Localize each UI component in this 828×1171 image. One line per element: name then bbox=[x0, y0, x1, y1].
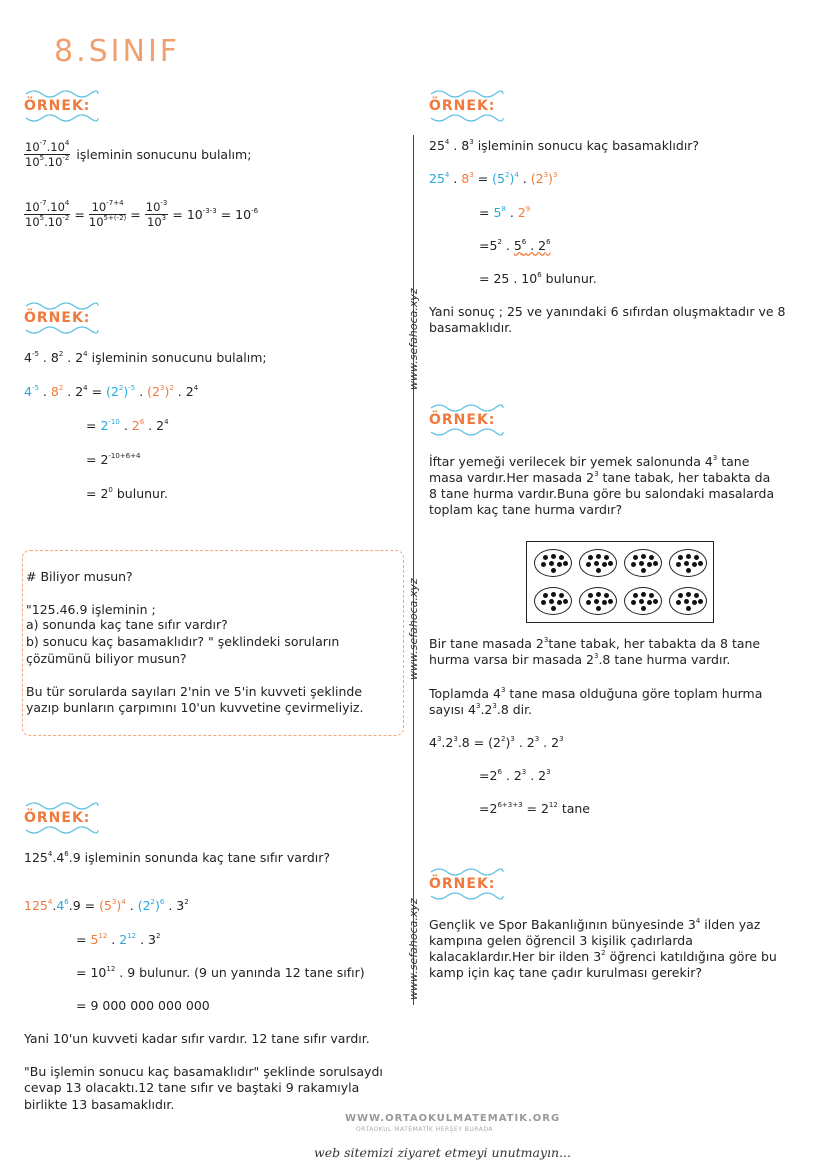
date-dot bbox=[596, 568, 601, 573]
ex3-step2: = $5^{12}$ . $2^{12}$ . $3^2$ bbox=[76, 932, 161, 947]
date-dot bbox=[694, 593, 699, 598]
ornek-header bbox=[429, 88, 509, 124]
ornek-label: ÖRNEK: bbox=[24, 310, 91, 326]
date-dot bbox=[641, 592, 646, 597]
plate bbox=[579, 587, 617, 615]
date-dot bbox=[698, 561, 703, 566]
ex2-step3: = $2^{-10+6+4}$ bbox=[86, 452, 141, 467]
ex2-step4: = $2^0$ bulunur. bbox=[86, 486, 168, 501]
ex4-summary: Yani sonuç ; 25 ve yanındaki 6 sıfırdan oluşmaktadır ve 8 bbox=[429, 304, 786, 319]
date-dot bbox=[551, 554, 556, 559]
date-dot bbox=[698, 599, 703, 604]
page-title: 8.SINIF bbox=[54, 34, 181, 69]
date-dot bbox=[551, 592, 556, 597]
swirl-ornament-icon bbox=[429, 114, 505, 124]
swirl-ornament-icon bbox=[24, 88, 100, 98]
footer-note: web sitemizi ziyaret etmeyi unutmayın... bbox=[314, 1145, 571, 1160]
date-dot bbox=[586, 600, 591, 605]
swirl-ornament-icon bbox=[429, 892, 505, 902]
plate bbox=[669, 549, 707, 577]
date-dot bbox=[639, 561, 644, 566]
ornek-label: ÖRNEK: bbox=[429, 876, 496, 892]
date-dot bbox=[588, 593, 593, 598]
side-url: www.sefahoca.xyz bbox=[407, 288, 420, 390]
ex1-solution: $\frac{10^{-7}.10^4}{10^5.10^{-2}}$ = $\frac{10^{-7+4}}{10^{5+(-2)}}$ = $\frac{10^{-3}}{10^3}$ = $10^{-3-3} = 10^{-6}$ bbox=[25, 199, 259, 229]
info-heading: # Biliyor musun? bbox=[26, 569, 133, 584]
date-dot bbox=[641, 554, 646, 559]
ex1-question-text: işleminin sonucunu bulalım; bbox=[76, 147, 252, 162]
ex3-step4: = 9 000 000 000 000 bbox=[76, 998, 210, 1013]
date-dot bbox=[686, 568, 691, 573]
ornek-label: ÖRNEK: bbox=[24, 810, 91, 826]
info-line: Bu tür sorularda sayıları 2'nin ve 5'in kuvveti şeklinde bbox=[26, 684, 363, 699]
swirl-ornament-icon bbox=[24, 326, 100, 336]
info-line: a) sonunda kaç tane sıfır vardır? bbox=[26, 617, 228, 632]
swirl-ornament-icon bbox=[24, 800, 100, 810]
date-dot bbox=[686, 592, 691, 597]
table-illustration bbox=[526, 541, 714, 623]
date-dot bbox=[602, 562, 607, 567]
swirl-ornament-icon bbox=[24, 826, 100, 836]
ornek-header bbox=[24, 800, 104, 836]
date-dot bbox=[692, 600, 697, 605]
date-dot bbox=[608, 561, 613, 566]
ex5-question-line: masa vardır.Her masada $2^3$ tane tabak, her tabakta da bbox=[429, 470, 771, 485]
side-url: www.sefahoca.xyz bbox=[407, 578, 420, 680]
plate bbox=[579, 549, 617, 577]
date-dot bbox=[684, 561, 689, 566]
date-dot bbox=[541, 562, 546, 567]
date-dot bbox=[596, 606, 601, 611]
ornek-label: ÖRNEK: bbox=[429, 98, 496, 114]
ex5-step3: $=2^{6+3+3} = 2^{12}$ tane bbox=[479, 801, 590, 816]
ex1-question bbox=[24, 140, 251, 169]
ex3-note: birlikte 13 basamaklıdır. bbox=[24, 1097, 175, 1112]
date-dot bbox=[684, 599, 689, 604]
ex3-step1: $125^4.4^6.9 = (5^3)^4$ . $(2^2)^6$ . $3^2$ bbox=[24, 898, 189, 913]
ex3-step3: = $10^{12}$ . 9 bulunur. (9 un yanında 12 tane sıfır) bbox=[76, 965, 365, 980]
date-dot bbox=[633, 593, 638, 598]
ex5-question-line: 8 tane hurma vardır.Buna göre bu salondaki masalarda bbox=[429, 486, 775, 501]
date-dot bbox=[604, 555, 609, 560]
date-dot bbox=[639, 599, 644, 604]
date-dot bbox=[557, 562, 562, 567]
date-dot bbox=[692, 562, 697, 567]
date-dot bbox=[641, 606, 646, 611]
footer-slogan: ORTAOKUL MATEMATİK HERŞEY BURADA bbox=[356, 1126, 493, 1133]
ex6-question-line: kamp için kaç tane çadır kurulması gerekir? bbox=[429, 965, 702, 980]
date-dot bbox=[551, 606, 556, 611]
date-dot bbox=[647, 562, 652, 567]
date-dot bbox=[676, 600, 681, 605]
swirl-ornament-icon bbox=[429, 88, 505, 98]
ex6-question-line: kalacaklardır.Her bir ilden $3^2$ öğrenci katıldığına göre bu bbox=[429, 949, 777, 964]
date-dot bbox=[563, 599, 568, 604]
ex3-note: "Bu işlemin sonucu kaç basamaklıdır" şeklinde sorulsaydı bbox=[24, 1064, 383, 1079]
plate bbox=[669, 587, 707, 615]
date-dot bbox=[551, 568, 556, 573]
plate bbox=[624, 587, 662, 615]
date-dot bbox=[631, 600, 636, 605]
date-dot bbox=[694, 555, 699, 560]
ex4-summary: basamaklıdır. bbox=[429, 320, 513, 335]
ex5-step2: $=2^6$ . $2^3$ . $2^3$ bbox=[479, 768, 551, 783]
date-dot bbox=[678, 593, 683, 598]
swirl-ornament-icon bbox=[24, 114, 100, 124]
date-dot bbox=[604, 593, 609, 598]
ornek-header bbox=[429, 866, 509, 902]
date-dot bbox=[647, 600, 652, 605]
ex3-question: $125^4.4^6.9$ işleminin sonunda kaç tane sıfır vardır? bbox=[24, 850, 331, 865]
plate bbox=[624, 549, 662, 577]
date-dot bbox=[686, 554, 691, 559]
date-dot bbox=[596, 592, 601, 597]
info-line: "125.46.9 işleminin ; bbox=[26, 602, 156, 617]
ex3-note: Yani 10'un kuvveti kadar sıfır vardır. 12 tane sıfır vardır. bbox=[24, 1031, 370, 1046]
date-dot bbox=[653, 599, 658, 604]
ex5-answer-line: hurma varsa bir masada $2^3.8$ tane hurma vardır. bbox=[429, 652, 731, 667]
ornek-header bbox=[24, 300, 104, 336]
ex1-fraction: $\frac{10^{-7}.10^4}{10^5.10^{-2}}$ bbox=[25, 139, 70, 169]
date-dot bbox=[594, 599, 599, 604]
ex4-step1: $25^4$ . $8^3 = (5^2)^4$ . $(2^3)^3$ bbox=[429, 171, 558, 186]
date-dot bbox=[641, 568, 646, 573]
date-dot bbox=[559, 555, 564, 560]
ex6-question-line: kampına gelen öğrencil 3 kişilik çadırlarda bbox=[429, 933, 693, 948]
column-divider bbox=[413, 135, 414, 1005]
swirl-ornament-icon bbox=[429, 428, 505, 438]
footer-site: WWW.ORTAOKULMATEMATIK.ORG bbox=[345, 1113, 561, 1124]
date-dot bbox=[596, 554, 601, 559]
date-dot bbox=[608, 599, 613, 604]
date-dot bbox=[543, 593, 548, 598]
ornek-header bbox=[429, 402, 509, 438]
ex3-note: cevap 13 olacaktı.12 tane sıfır ve baştaki 9 rakamıyla bbox=[24, 1080, 360, 1095]
ex2-step2: = $2^{-10}$ . $2^6$ . $2^4$ bbox=[86, 418, 169, 433]
ex5-answer-line: sayısı $4^3.2^3.8$ dir. bbox=[429, 702, 533, 717]
ornek-header bbox=[24, 88, 104, 124]
ex2-question: $4^{-5}$ . $8^2$ . $2^4$ işleminin sonucunu bulalım; bbox=[24, 350, 267, 365]
plate bbox=[534, 587, 572, 615]
date-dot bbox=[594, 561, 599, 566]
ex5-answer-line: Toplamda $4^3$ tane masa olduğuna göre toplam hurma bbox=[429, 686, 763, 701]
swirl-ornament-icon bbox=[429, 866, 505, 876]
date-dot bbox=[676, 562, 681, 567]
ex4-step2: = $5^8$ . $2^9$ bbox=[479, 205, 531, 220]
ex5-answer-line: Bir tane masada $2^3\tan e$ tabak, her tabakta da 8 tane bbox=[429, 636, 761, 651]
date-dot bbox=[631, 562, 636, 567]
date-dot bbox=[649, 593, 654, 598]
date-dot bbox=[588, 555, 593, 560]
swirl-ornament-icon bbox=[24, 300, 100, 310]
date-dot bbox=[649, 555, 654, 560]
date-dot bbox=[559, 593, 564, 598]
ex4-step4: = 25 . $10^6$ bulunur. bbox=[479, 271, 597, 286]
plate bbox=[534, 549, 572, 577]
ex5-question-line: toplam kaç tane hurma vardır? bbox=[429, 502, 623, 517]
date-dot bbox=[543, 555, 548, 560]
date-dot bbox=[549, 599, 554, 604]
date-dot bbox=[563, 561, 568, 566]
swirl-ornament-icon bbox=[429, 402, 505, 412]
info-line: çözümünü biliyor musun? bbox=[26, 651, 187, 666]
ex4-step3: $=5^2$ . $5^6$ . $2^6$ bbox=[479, 238, 551, 253]
date-dot bbox=[586, 562, 591, 567]
info-line: b) sonucu kaç basamaklıdır? " şeklindeki soruların bbox=[26, 634, 340, 649]
ex5-step1: $4^3.2^3.8 = (2^2)^3$ . $2^3$ . $2^3$ bbox=[429, 735, 564, 750]
ex4-question: $25^4$ . $8^3$ işleminin sonucu kaç basamaklıdır? bbox=[429, 138, 700, 153]
info-line: yazıp bunların çarpımını 10'un kuvvetine çevirmeliyiz. bbox=[26, 700, 364, 715]
date-dot bbox=[557, 600, 562, 605]
side-url: www.sefahoca.xyz bbox=[407, 898, 420, 1000]
ex5-question-line: İftar yemeği verilecek bir yemek salonunda $4^3$ tane bbox=[429, 454, 750, 469]
date-dot bbox=[653, 561, 658, 566]
ornek-label: ÖRNEK: bbox=[429, 412, 496, 428]
ex2-step1: $4^{-5}$ . $8^2$ . $2^4 = (2^2)^{-5}$ . $(2^3)^2$ . $2^4$ bbox=[24, 384, 199, 399]
date-dot bbox=[678, 555, 683, 560]
date-dot bbox=[633, 555, 638, 560]
date-dot bbox=[602, 600, 607, 605]
ex6-question-line: Gençlik ve Spor Bakanlığının bünyesinde $3^4$ ilden yaz bbox=[429, 917, 761, 932]
date-dot bbox=[549, 561, 554, 566]
ornek-label: ÖRNEK: bbox=[24, 98, 91, 114]
date-dot bbox=[541, 600, 546, 605]
date-dot bbox=[686, 606, 691, 611]
